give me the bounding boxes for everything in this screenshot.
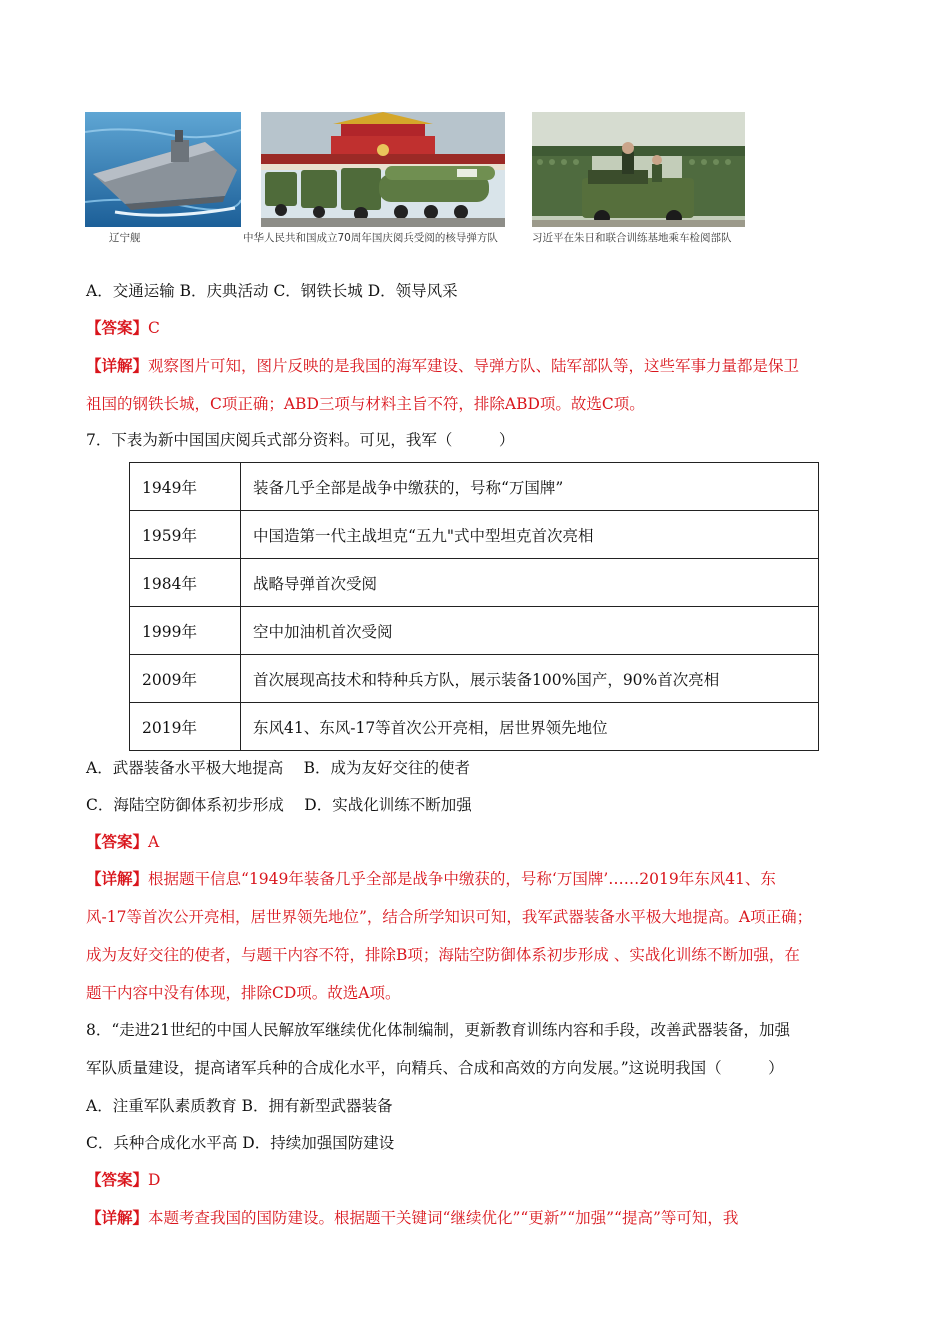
q8-question-line-2: 军队质量建设，提高诸军兵种的合成化水平，向精兵、合成和高效的方向发展。”这说明我国（ ） (86, 1059, 784, 1077)
missile-parade-photo (261, 112, 505, 227)
description-cell: 东风41、东风-17等首次公开亮相，居世界领先地位 (241, 703, 819, 751)
year-cell: 1999年 (130, 607, 241, 655)
explain-tag: 【详解】 (86, 356, 149, 375)
table-row (130, 463, 819, 511)
explain-tag: 【详解】 (86, 869, 149, 888)
year-cell: 2019年 (130, 703, 241, 751)
q7-question: 7．下表为新中国国庆阅兵式部分资料。可见，我军（ ） (86, 431, 515, 449)
year-cell: 1959年 (130, 511, 241, 559)
troop-review-photo (532, 112, 745, 227)
answer-tag: 【答案】 (86, 832, 149, 851)
photo-caption: 中华人民共和国成立70周年国庆阅兵受阅的核导弹方队 (243, 232, 498, 244)
description-cell: 战略导弹首次受阅 (241, 559, 819, 607)
explain-tag: 【详解】 (86, 1208, 149, 1227)
answer-tag: 【答案】 (86, 318, 149, 337)
table-row (130, 511, 819, 559)
aircraft-carrier-photo (85, 112, 241, 227)
parade-table (129, 462, 819, 751)
answer-value: C (148, 319, 160, 337)
q8-answer (86, 1170, 160, 1190)
answer-tag: 【答案】 (86, 1170, 149, 1189)
year-cell: 2009年 (130, 655, 241, 703)
q6-options: A．交通运输 B．庆典活动 C．钢铁长城 D．领导风采 (86, 282, 458, 300)
answer-value: D (148, 1171, 161, 1189)
q7-explanation-line-3: 成为友好交往的使者，与题干内容不符，排除B项；海陆空防御体系初步形成 、实战化训练不断加强，在 (86, 946, 800, 964)
photo-caption: 习近平在朱日和联合训练基地乘车检阅部队 (532, 232, 732, 244)
answer-value: A (148, 833, 160, 851)
q7-options-line-2: C．海陆空防御体系初步形成 D．实战化训练不断加强 (86, 796, 472, 814)
photo-caption: 辽宁舰 (109, 232, 141, 244)
q7-options-line-1: A．武器装备水平极大地提高 B．成为友好交往的使者 (86, 759, 471, 777)
q6-answer (86, 318, 160, 338)
q7-explanation-line-2: 风-17等首次公开亮相，居世界领先地位”，结合所学知识可知，我军武器装备水平极大地提高。A项正确； (86, 908, 813, 926)
year-cell: 1949年 (130, 463, 241, 511)
q6-explanation: 【详解】观察图片可知，图片反映的是我国的海军建设、导弹方队、陆军部队等，这些军事力量都是保卫 (86, 356, 800, 375)
q8-options-line-1: A．注重军队素质教育 B．拥有新型武器装备 (86, 1097, 393, 1115)
q7-explanation: 【详解】根据题干信息“1949年装备几乎全部是战争中缴获的，号称‘万国牌’……2019年东风41、东 (86, 869, 776, 888)
q8-options-line-2: C．兵种合成化水平高 D．持续加强国防建设 (86, 1134, 395, 1152)
year-cell: 1984年 (130, 559, 241, 607)
q6-explanation-line-2: 祖国的钢铁长城，C项正确；ABD三项与材料主旨不符，排除ABD项。故选C项。 (86, 395, 645, 413)
description-cell: 首次展现高技术和特种兵方队，展示装备100%国产，90%首次亮相 (241, 655, 819, 703)
description-cell: 装备几乎全部是战争中缴获的，号称“万国牌” (241, 463, 819, 511)
description-cell: 空中加油机首次受阅 (241, 607, 819, 655)
photo-strip (85, 112, 755, 247)
table-row (130, 607, 819, 655)
q8-explanation: 【详解】本题考查我国的国防建设。根据题干关键词“继续优化”“更新”“加强”“提高”等可知，我 (86, 1208, 739, 1227)
table-row (130, 559, 819, 607)
table-row (130, 655, 819, 703)
q7-answer (86, 832, 159, 852)
description-cell: 中国造第一代主战坦克“五九"式中型坦克首次亮相 (241, 511, 819, 559)
q8-question-line-1: 8．“走进21世纪的中国人民解放军继续优化体制编制，更新教育训练内容和手段，改善武器装备，加强 (86, 1021, 791, 1039)
table-row (130, 703, 819, 751)
q7-explanation-line-4: 题干内容中没有体现，排除CD项。故选A项。 (86, 984, 401, 1002)
